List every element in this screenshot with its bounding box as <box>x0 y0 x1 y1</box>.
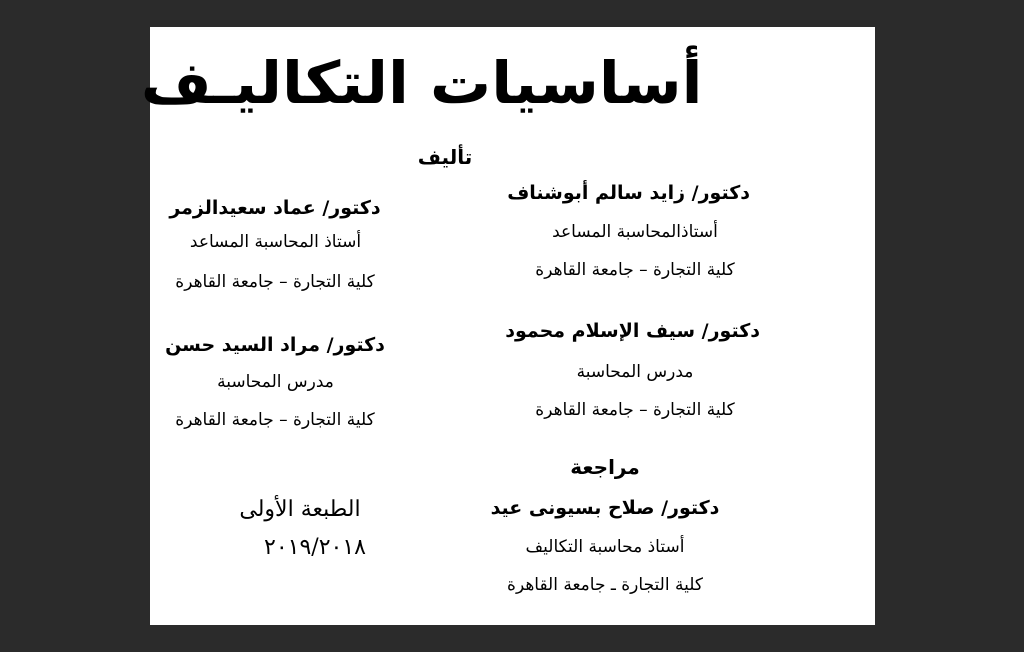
author-3-position: مدرس المحاسبة <box>576 362 694 382</box>
author-2-name: دكتور/ عماد سعيدالزمر <box>169 197 381 219</box>
author-3-affiliation: كلية التجارة – جامعة القاهرة <box>535 400 735 420</box>
reviewer-name: دكتور/ صلاح بسيونى عيد <box>490 497 720 519</box>
book-title: أساسيات التكاليـف <box>140 49 703 117</box>
author-1-affiliation: كلية التجارة – جامعة القاهرة <box>535 260 735 280</box>
edition-label: الطبعة الأولى <box>239 497 361 522</box>
document-page <box>140 27 875 625</box>
author-1-position: أستاذالمحاسبة المساعد <box>552 222 718 242</box>
author-2-position: أستاذ المحاسبة المساعد <box>189 232 362 252</box>
reviewer-position: أستاذ محاسبة التكاليف <box>525 537 685 557</box>
authorship-label: تأليف <box>417 145 473 169</box>
edition-years: ٢٠١٩/٢٠١٨ <box>264 535 366 560</box>
author-2-affiliation: كلية التجارة – جامعة القاهرة <box>175 272 375 292</box>
author-4-name: دكتور/ مراد السيد حسن <box>165 334 385 356</box>
author-3-name: دكتور/ سيف الإسلام محمود <box>505 320 760 342</box>
author-4-affiliation: كلية التجارة – جامعة القاهرة <box>175 410 375 430</box>
author-1-name: دكتور/ زايد سالم أبوشناف <box>507 182 750 204</box>
reviewer-affiliation: كلية التجارة ـ جامعة القاهرة <box>507 575 703 595</box>
review-label: مراجعة <box>570 455 640 479</box>
author-4-position: مدرس المحاسبة <box>217 372 334 392</box>
